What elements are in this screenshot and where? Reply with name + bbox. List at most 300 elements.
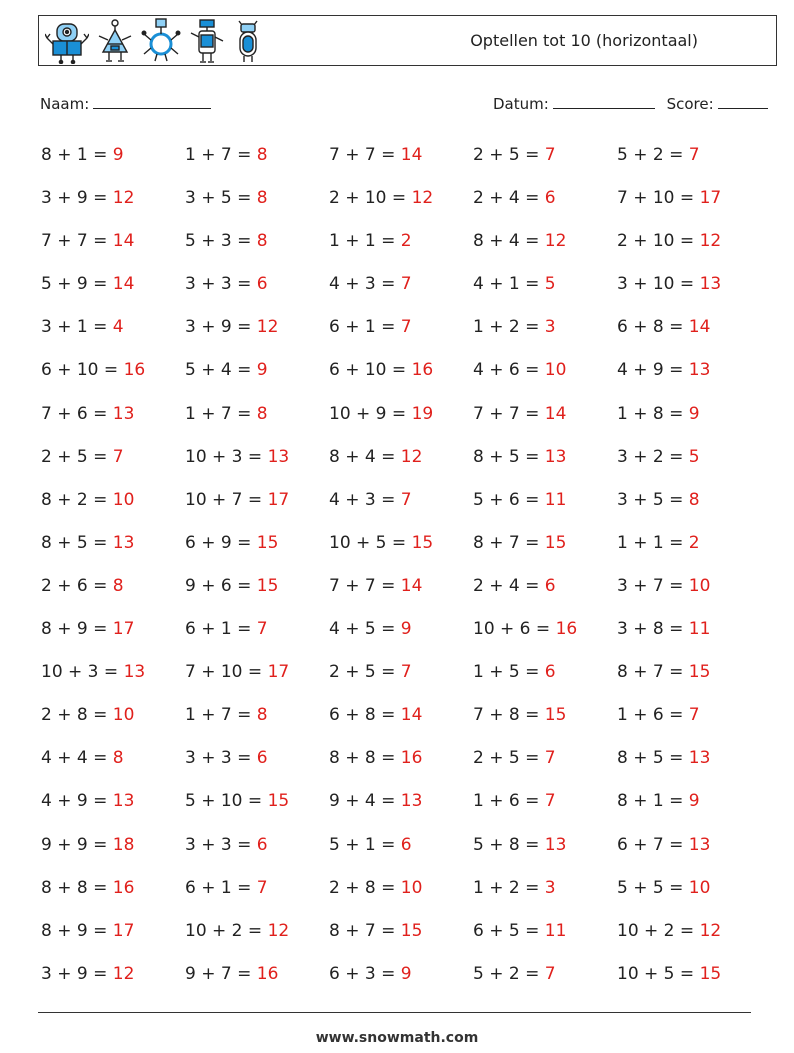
problem-cell (41, 741, 185, 784)
problem-question: 9 + 4 = (329, 791, 401, 812)
problem-cell (473, 310, 617, 353)
problem-row (41, 828, 761, 871)
problem-question: 10 + 3 = (41, 662, 124, 683)
problem-answer: 10 (112, 705, 135, 726)
problem-cell (41, 828, 185, 871)
problem-cell (473, 957, 617, 1000)
problem-answer: 13 (544, 834, 567, 855)
problem-answer: 12 (256, 317, 279, 338)
problem-question: 3 + 9 = (41, 963, 113, 984)
problem-answer: 10 (688, 575, 711, 596)
problem-question: 2 + 8 = (41, 705, 113, 726)
problem-cell (185, 828, 329, 871)
problem-row (41, 440, 761, 483)
problem-row (41, 698, 761, 741)
problem-question: 5 + 9 = (41, 274, 113, 295)
problem-row (41, 655, 761, 698)
worksheet-title: Optellen tot 10 (horizontaal) (470, 31, 698, 50)
problem-question: 5 + 5 = (617, 877, 689, 898)
problem-answer: 17 (267, 489, 290, 510)
problem-question: 10 + 3 = (185, 446, 268, 467)
problem-question: 3 + 3 = (185, 834, 257, 855)
problem-answer: 13 (123, 662, 146, 683)
problem-answer: 13 (688, 748, 711, 769)
problem-cell (185, 957, 329, 1000)
problem-answer: 14 (112, 231, 135, 252)
problem-answer: 16 (555, 619, 578, 640)
problem-answer: 16 (400, 748, 423, 769)
problem-question: 6 + 3 = (329, 963, 401, 984)
problem-question: 7 + 7 = (473, 403, 545, 424)
problem-question: 8 + 1 = (41, 145, 113, 165)
problem-question: 4 + 9 = (617, 360, 689, 381)
problem-answer: 17 (699, 188, 722, 209)
problem-cell (41, 267, 185, 310)
problem-question: 5 + 8 = (473, 834, 545, 855)
problem-question: 1 + 6 = (617, 705, 689, 726)
problem-answer: 10 (544, 360, 567, 381)
problem-answer: 10 (400, 877, 423, 898)
problem-question: 3 + 3 = (185, 748, 257, 769)
problem-cell (41, 353, 185, 396)
problem-row (41, 224, 761, 267)
problem-cell (617, 483, 761, 526)
name-line[interactable] (93, 94, 211, 109)
problem-question: 1 + 2 = (473, 877, 545, 898)
problem-answer: 14 (688, 317, 711, 338)
problem-cell (617, 138, 761, 181)
problem-answer: 5 (544, 274, 556, 295)
problem-answer: 4 (112, 317, 124, 338)
problem-question: 7 + 7 = (41, 231, 113, 252)
problem-cell (41, 784, 185, 827)
problem-cell (329, 224, 473, 267)
problem-question: 3 + 8 = (617, 619, 689, 640)
problem-cell (617, 526, 761, 569)
problem-question: 6 + 8 = (617, 317, 689, 338)
problem-answer: 12 (411, 188, 434, 209)
problem-question: 1 + 6 = (473, 791, 545, 812)
problem-cell (41, 914, 185, 957)
problem-answer: 16 (112, 877, 135, 898)
problem-cell (185, 181, 329, 224)
problem-answer: 13 (112, 791, 135, 812)
problem-question: 2 + 5 = (473, 145, 545, 165)
problem-answer: 7 (688, 705, 700, 726)
problem-question: 1 + 7 = (185, 705, 257, 726)
problem-answer: 14 (400, 705, 423, 726)
problem-row (41, 483, 761, 526)
problem-question: 3 + 2 = (617, 446, 689, 467)
problem-cell (41, 397, 185, 440)
problem-cell (473, 655, 617, 698)
problem-row (41, 267, 761, 310)
problem-question: 4 + 5 = (329, 619, 401, 640)
problem-answer: 8 (256, 188, 268, 209)
problem-cell (617, 224, 761, 267)
problem-row (41, 526, 761, 569)
problem-cell (185, 612, 329, 655)
problem-cell (185, 353, 329, 396)
problem-cell (41, 655, 185, 698)
problem-cell (41, 483, 185, 526)
problem-question: 8 + 2 = (41, 489, 113, 510)
problem-answer: 13 (112, 403, 135, 424)
problem-cell (329, 483, 473, 526)
problem-cell (473, 914, 617, 957)
problem-cell (329, 526, 473, 569)
problem-cell (473, 440, 617, 483)
problem-answer: 8 (256, 145, 268, 165)
problem-question: 1 + 2 = (473, 317, 545, 338)
problem-answer: 7 (544, 963, 556, 984)
problem-answer: 15 (544, 532, 567, 553)
problem-answer: 6 (256, 834, 268, 855)
problem-question: 4 + 1 = (473, 274, 545, 295)
problem-question: 10 + 2 = (185, 920, 268, 941)
problem-cell (41, 181, 185, 224)
problem-row (41, 871, 761, 914)
problem-cell (473, 138, 617, 181)
problem-question: 3 + 9 = (41, 188, 113, 209)
problem-cell (329, 440, 473, 483)
problem-cell (329, 957, 473, 1000)
problem-answer: 12 (699, 231, 722, 252)
problem-question: 3 + 3 = (185, 274, 257, 295)
problem-question: 3 + 9 = (185, 317, 257, 338)
problem-row (41, 181, 761, 224)
problem-cell (185, 784, 329, 827)
problem-question: 4 + 4 = (41, 748, 113, 769)
problem-answer: 6 (256, 274, 268, 295)
problem-cell (185, 741, 329, 784)
problem-answer: 7 (400, 489, 412, 510)
problem-question: 8 + 7 = (617, 662, 689, 683)
problem-answer: 7 (112, 446, 124, 467)
problem-question: 3 + 5 = (185, 188, 257, 209)
problem-question: 4 + 6 = (473, 360, 545, 381)
robot-5-icon (233, 18, 263, 64)
problem-answer: 12 (544, 231, 567, 252)
problem-answer: 13 (688, 360, 711, 381)
problem-cell (617, 353, 761, 396)
problem-question: 8 + 5 = (617, 748, 689, 769)
problem-answer: 13 (699, 274, 722, 295)
problem-cell (329, 612, 473, 655)
problem-question: 7 + 8 = (473, 705, 545, 726)
problem-cell (41, 957, 185, 1000)
problem-question: 2 + 4 = (473, 188, 545, 209)
problem-cell (473, 784, 617, 827)
problem-cell (617, 612, 761, 655)
problem-cell (617, 310, 761, 353)
problem-cell (41, 526, 185, 569)
problem-question: 2 + 10 = (617, 231, 700, 252)
problem-question: 1 + 1 = (329, 231, 401, 252)
problem-answer: 8 (112, 748, 124, 769)
problem-cell (185, 440, 329, 483)
problem-answer: 9 (400, 619, 412, 640)
problem-question: 10 + 9 = (329, 403, 412, 424)
problem-answer: 7 (256, 877, 268, 898)
problem-cell (41, 310, 185, 353)
problem-answer: 9 (688, 791, 700, 812)
problem-question: 8 + 7 = (473, 532, 545, 553)
problem-cell (185, 698, 329, 741)
problem-answer: 7 (544, 748, 556, 769)
problem-question: 9 + 7 = (185, 963, 257, 984)
problem-question: 8 + 8 = (329, 748, 401, 769)
problem-answer: 10 (688, 877, 711, 898)
problem-cell (617, 914, 761, 957)
problem-question: 6 + 10 = (329, 360, 412, 381)
problem-answer: 6 (544, 188, 556, 209)
problem-cell (473, 397, 617, 440)
problem-cell (329, 310, 473, 353)
problem-answer: 14 (400, 575, 423, 596)
problem-question: 8 + 9 = (41, 920, 113, 941)
problem-answer: 7 (400, 274, 412, 295)
problem-cell (329, 181, 473, 224)
problem-cell (41, 569, 185, 612)
problem-answer: 15 (688, 662, 711, 683)
problem-answer: 9 (112, 145, 124, 165)
problem-answer: 2 (400, 231, 412, 252)
problem-cell (473, 353, 617, 396)
problem-question: 8 + 9 = (41, 619, 113, 640)
problem-answer: 18 (112, 834, 135, 855)
problem-answer: 16 (123, 360, 146, 381)
problem-cell (617, 871, 761, 914)
problem-answer: 19 (411, 403, 434, 424)
problem-question: 8 + 5 = (41, 532, 113, 553)
problem-cell (617, 698, 761, 741)
problem-answer: 14 (544, 403, 567, 424)
problem-question: 3 + 7 = (617, 575, 689, 596)
problem-question: 2 + 5 = (41, 446, 113, 467)
problem-cell (617, 569, 761, 612)
problem-question: 2 + 5 = (329, 662, 401, 683)
header-box (38, 15, 777, 66)
problem-cell (185, 569, 329, 612)
problem-cell (473, 267, 617, 310)
problem-answer: 8 (112, 575, 124, 596)
problem-cell (329, 871, 473, 914)
problem-answer: 7 (688, 145, 700, 165)
footer-divider (38, 1012, 751, 1013)
problem-question: 3 + 5 = (617, 489, 689, 510)
problem-answer: 8 (256, 705, 268, 726)
problem-answer: 7 (400, 662, 412, 683)
problem-question: 5 + 1 = (329, 834, 401, 855)
problem-question: 7 + 10 = (617, 188, 700, 209)
problem-cell (617, 655, 761, 698)
problem-question: 2 + 8 = (329, 877, 401, 898)
problem-row (41, 784, 761, 827)
problem-cell (41, 871, 185, 914)
problem-cell (473, 569, 617, 612)
problem-cell (185, 310, 329, 353)
problem-row (41, 957, 761, 1000)
problem-question: 2 + 5 = (473, 748, 545, 769)
problem-answer: 14 (400, 145, 423, 165)
problem-question: 10 + 6 = (473, 619, 556, 640)
problem-answer: 13 (267, 446, 290, 467)
problem-answer: 15 (400, 920, 423, 941)
problem-question: 10 + 5 = (329, 532, 412, 553)
problem-cell (185, 871, 329, 914)
robot-4-icon (189, 18, 225, 64)
problem-question: 1 + 1 = (617, 532, 689, 553)
problem-answer: 11 (688, 619, 711, 640)
problem-question: 6 + 1 = (185, 619, 257, 640)
problem-row (41, 397, 761, 440)
robot-1-icon (45, 18, 89, 64)
problem-cell (185, 397, 329, 440)
problem-question: 6 + 10 = (41, 360, 124, 381)
date-score-field (493, 94, 768, 113)
problem-cell (329, 267, 473, 310)
problem-question: 2 + 4 = (473, 575, 545, 596)
problem-cell (41, 612, 185, 655)
problem-cell (473, 224, 617, 267)
problem-answer: 7 (400, 317, 412, 338)
problem-cell (329, 741, 473, 784)
problem-question: 8 + 4 = (329, 446, 401, 467)
problem-answer: 2 (688, 532, 700, 553)
problem-cell (617, 741, 761, 784)
problem-cell (617, 440, 761, 483)
problem-row (41, 353, 761, 396)
problem-question: 6 + 9 = (185, 532, 257, 553)
problem-question: 8 + 7 = (329, 920, 401, 941)
problem-cell (329, 914, 473, 957)
problem-row (41, 914, 761, 957)
problem-cell (473, 526, 617, 569)
problem-question: 8 + 1 = (617, 791, 689, 812)
problem-cell (41, 138, 185, 181)
problem-question: 5 + 2 = (473, 963, 545, 984)
problem-cell (185, 138, 329, 181)
problem-question: 3 + 10 = (617, 274, 700, 295)
problem-cell (329, 655, 473, 698)
problem-answer: 15 (544, 705, 567, 726)
problem-answer: 17 (112, 920, 135, 941)
problem-cell (329, 698, 473, 741)
problem-cell (617, 397, 761, 440)
problem-question: 8 + 5 = (473, 446, 545, 467)
problem-cell (185, 655, 329, 698)
problem-cell (617, 784, 761, 827)
problem-answer: 8 (256, 231, 268, 252)
problem-question: 5 + 3 = (185, 231, 257, 252)
problem-question: 5 + 10 = (185, 791, 268, 812)
problem-cell (185, 914, 329, 957)
problem-row (41, 569, 761, 612)
problem-question: 6 + 1 = (185, 877, 257, 898)
problem-answer: 14 (112, 274, 135, 295)
problem-answer: 17 (112, 619, 135, 640)
problem-question: 4 + 3 = (329, 274, 401, 295)
problem-question: 5 + 6 = (473, 489, 545, 510)
problem-question: 8 + 4 = (473, 231, 545, 252)
problem-grid (41, 138, 761, 1000)
problem-answer: 11 (544, 489, 567, 510)
problem-answer: 17 (267, 662, 290, 683)
problem-cell (329, 828, 473, 871)
problem-answer: 8 (688, 489, 700, 510)
problem-question: 10 + 5 = (617, 963, 700, 984)
date-label: Datum: (493, 95, 549, 113)
problem-answer: 13 (112, 532, 135, 553)
problem-cell (473, 828, 617, 871)
problem-question: 2 + 10 = (329, 188, 412, 209)
problem-question: 7 + 7 = (329, 145, 401, 165)
problem-cell (473, 741, 617, 784)
problem-answer: 12 (112, 963, 135, 984)
problem-cell (329, 397, 473, 440)
problem-answer: 15 (411, 532, 434, 553)
problem-cell (41, 224, 185, 267)
problem-answer: 12 (699, 920, 722, 941)
problem-cell (185, 526, 329, 569)
problem-cell (473, 698, 617, 741)
problem-cell (41, 698, 185, 741)
problem-question: 6 + 1 = (329, 317, 401, 338)
problem-cell (329, 353, 473, 396)
score-label: Score: (666, 95, 714, 113)
problem-answer: 15 (256, 575, 279, 596)
name-label: Naam: (40, 95, 90, 113)
problem-answer: 12 (112, 188, 135, 209)
problem-cell (473, 871, 617, 914)
name-field (40, 94, 211, 113)
problem-row (41, 741, 761, 784)
date-line[interactable] (553, 94, 655, 109)
problem-answer: 9 (688, 403, 700, 424)
problem-answer: 13 (544, 446, 567, 467)
problem-answer: 6 (544, 575, 556, 596)
problem-answer: 7 (256, 619, 268, 640)
score-line[interactable] (718, 94, 768, 109)
problem-cell (473, 612, 617, 655)
problem-question: 9 + 9 = (41, 834, 113, 855)
problem-cell (473, 483, 617, 526)
problem-answer: 16 (411, 360, 434, 381)
problem-question: 3 + 1 = (41, 317, 113, 338)
robot-icons (45, 17, 263, 65)
problem-question: 4 + 3 = (329, 489, 401, 510)
problem-answer: 15 (699, 963, 722, 984)
problem-question: 4 + 9 = (41, 791, 113, 812)
problem-row (41, 310, 761, 353)
problem-answer: 12 (400, 446, 423, 467)
problem-answer: 11 (544, 920, 567, 941)
problem-question: 1 + 7 = (185, 403, 257, 424)
problem-question: 6 + 7 = (617, 834, 689, 855)
problem-answer: 13 (688, 834, 711, 855)
problem-cell (617, 957, 761, 1000)
problem-answer: 6 (256, 748, 268, 769)
problem-question: 10 + 2 = (617, 920, 700, 941)
problem-answer: 6 (400, 834, 412, 855)
footer-site: www.snowmath.com (315, 1030, 479, 1046)
problem-question: 1 + 5 = (473, 662, 545, 683)
problem-question: 8 + 8 = (41, 877, 113, 898)
problem-cell (41, 440, 185, 483)
problem-question: 9 + 6 = (185, 575, 257, 596)
problem-answer: 10 (112, 489, 135, 510)
